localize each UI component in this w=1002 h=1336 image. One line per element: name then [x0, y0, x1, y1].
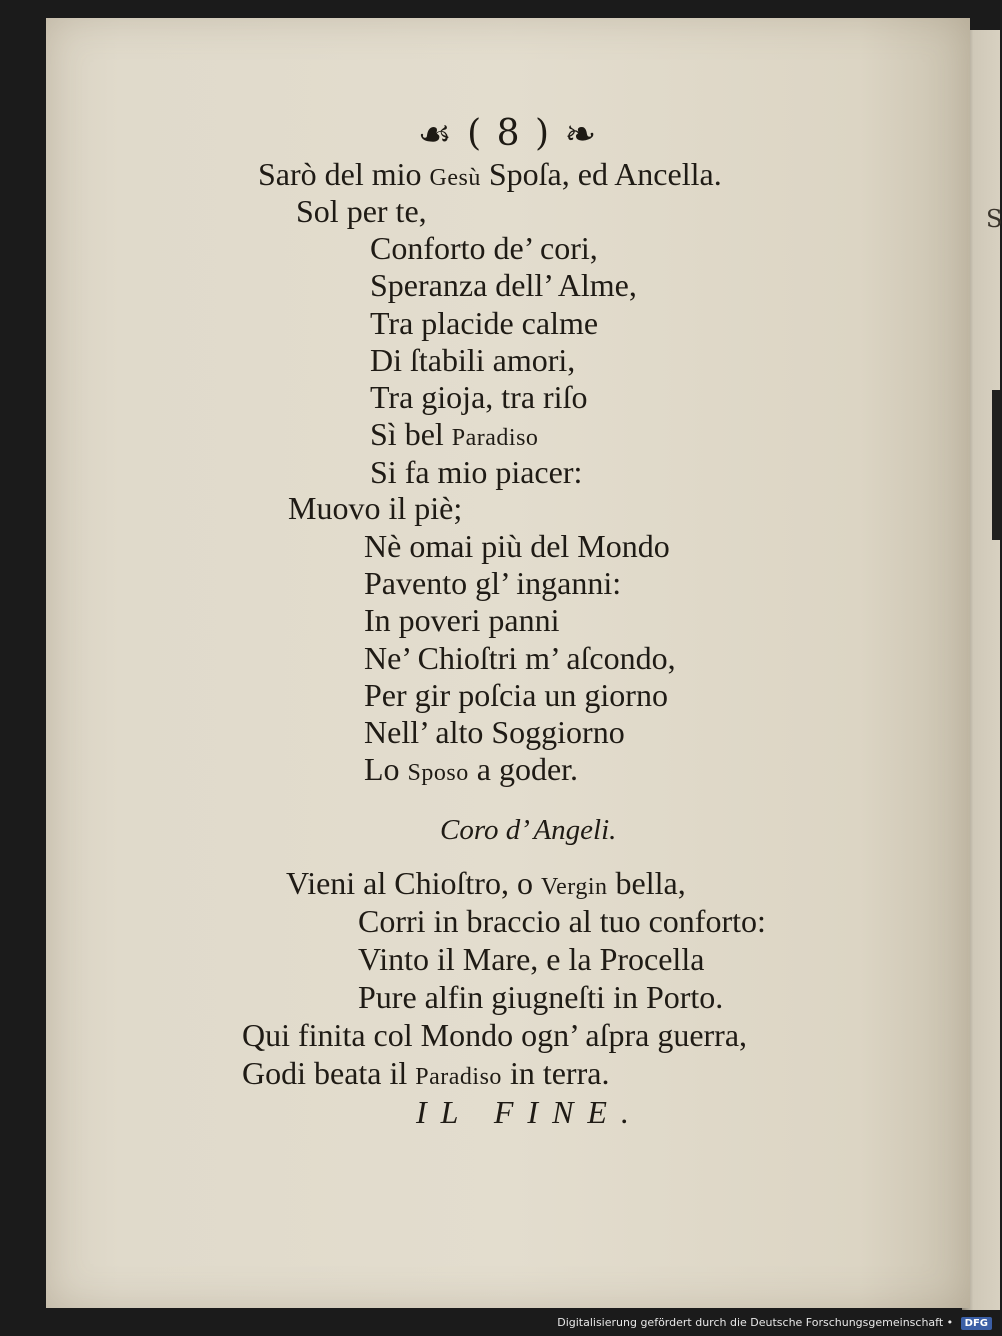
chorus-line: Godi beata il Paradiso in terra. [242, 1055, 610, 1091]
chorus-line: Corri in braccio al tuo conforto: [358, 903, 766, 939]
verse-line: Per gir poſcia un giorno [364, 677, 668, 713]
verse-line: Muovo il piè; [288, 490, 463, 526]
credit-separator: • [946, 1316, 954, 1329]
page-tab [992, 390, 1000, 540]
verse-line: Speranza dell’ Alme, [370, 267, 637, 303]
fleuron-left-icon: ☙ [417, 112, 454, 156]
page-header [46, 112, 970, 156]
end-text: IL FINE. [416, 1094, 643, 1130]
fleuron-right-icon: ❧ [564, 112, 599, 156]
verse-line: Ne’ Chioſtri m’ aſcondo, [364, 640, 676, 676]
verse-line: Tra gioja, tra riſo [370, 379, 588, 415]
verse-line: Si fa mio piacer: [370, 454, 583, 490]
chorus-line: Pure alfin giugneſti in Porto. [358, 979, 724, 1015]
verse-line: In poveri panni [364, 602, 560, 638]
chorus-line: Vinto il Mare, e la Procella [358, 941, 705, 977]
verse-line: Nell’ alto Soggiorno [364, 714, 625, 750]
verse-line: Nè omai più del Mondo [364, 528, 670, 564]
verse-line: Di ſtabili amori, [370, 342, 576, 378]
verse-line: Sol per te, [296, 193, 427, 229]
adjacent-page-fragment: S [986, 205, 1002, 233]
close-paren: ) [535, 113, 552, 154]
page-number: 8 [496, 113, 522, 154]
verse-line: Pavento gl’ inganni: [364, 565, 622, 601]
book-page [46, 18, 970, 1308]
digitization-credit [557, 1316, 992, 1330]
credit-text: Digitalisierung gefördert durch die Deutsche Forschungsgemeinschaft [557, 1316, 944, 1329]
chorus-line: Vieni al Chioſtro, o Vergin bella, [286, 865, 686, 901]
verse-line: Sarò del mio Gesù Spoſa, ed Ancella. [258, 156, 722, 192]
verse-line: Sì bel Paradiso [370, 416, 539, 452]
dfg-logo: DFG [961, 1317, 992, 1330]
chorus-heading: Coro d’ Angeli. [440, 814, 617, 846]
chorus-line: Qui finita col Mondo ogn’ aſpra guerra, [242, 1017, 748, 1053]
open-paren: ( [467, 113, 484, 154]
verse-line: Tra placide calme [370, 305, 599, 341]
verse-line: Lo Sposo a goder. [364, 751, 579, 787]
verse-line: Conforto de’ cori, [370, 230, 598, 266]
